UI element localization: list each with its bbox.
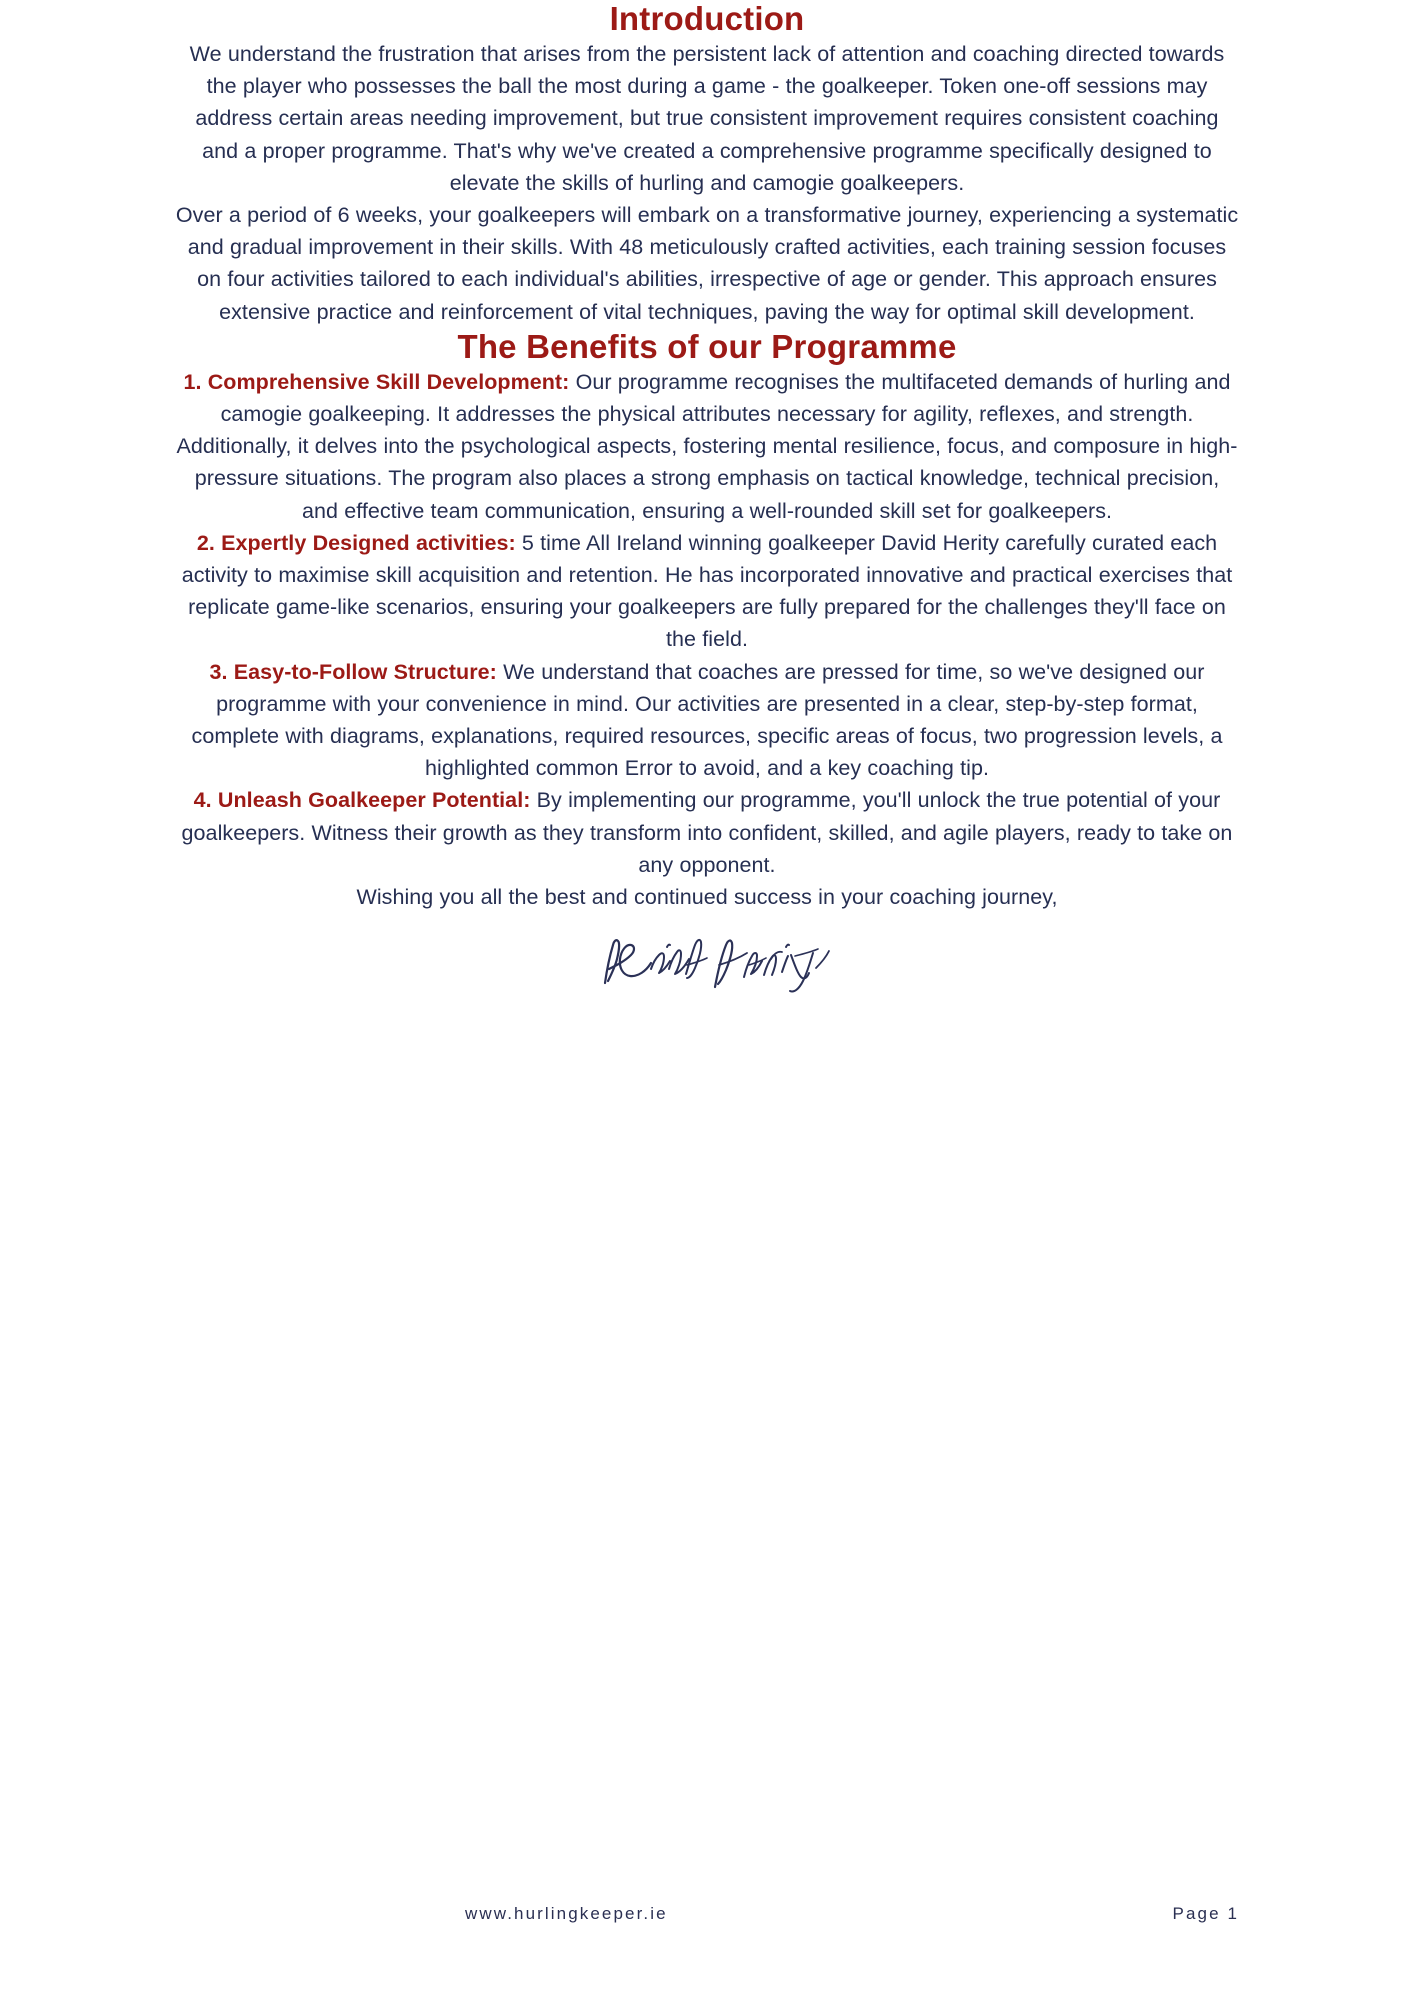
benefit-item-1-lead: 1. Comprehensive Skill Development: (183, 369, 570, 394)
page-footer (0, 1904, 1414, 2000)
benefit-item-2 (175, 527, 1239, 656)
section-title-benefits: The Benefits of our Programme (457, 327, 957, 365)
intro-paragraph-2: Over a period of 6 weeks, your goalkeepers will embark on a transformative journey, experiencing a systematic and gradual improvement in their skills. With 48 meticulously crafted activities, each training session focuses on four activities tailored to each individual's abilities, irrespective of age or gender. This approach ensures extensive practice and reinforcement of vital techniques, paving the way for optimal skill development. (175, 203, 1239, 324)
benefit-item-1-body: Our programme recognises the multifaceted demands of hurling and camogie goalkeeping. It addresses the physical attributes necessary for agility, reflexes, and strength. Additionally, it delves into the psychological aspects, fostering mental resilience, focus, and composure in high-pressure situations. The program also places a strong emphasis on tactical knowledge, technical precision, and effective team communication, ensuring a well-rounded skill set for goalkeepers. (176, 369, 1238, 523)
benefit-item-4 (175, 784, 1239, 881)
signature-block (175, 925, 1239, 1004)
benefit-item-3 (175, 656, 1239, 785)
footer-website-url[interactable]: www.hurlingkeeper.ie (465, 1904, 668, 1923)
benefit-item-1 (175, 366, 1239, 527)
page-title-introduction: Introduction (609, 0, 805, 37)
benefit-item-4-body: By implementing our programme, you'll unlock the true potential of your goalkeepers. Witness their growth as they transform into confident, skilled, and agile players, ready to take on any opponent. (181, 788, 1233, 877)
footer-page-number: Page 1 (1172, 1904, 1239, 1923)
signature-david-herity (597, 925, 837, 999)
benefit-item-3-body: We understand that coaches are pressed for time, so we've designed our programme with your convenience in mind. Our activities are presented in a clear, step-by-step format, complete with diagrams, explanations, required resources, specific areas of focus, two progression levels, a highlighted common Error to avoid, and a key coaching tip. (191, 659, 1223, 781)
benefit-item-3-lead: 3. Easy-to-Follow Structure: (209, 659, 497, 684)
benefit-item-2-body: 5 time All Ireland winning goalkeeper David Herity carefully curated each activity to maximise skill acquisition and retention. He has incorporated innovative and practical exercises that replicate game-like scenarios, ensuring your goalkeepers are fully prepared for the challenges they'll face on the field. (181, 530, 1233, 652)
benefit-item-4-lead: 4. Unleash Goalkeeper Potential: (193, 788, 531, 813)
intro-paragraph-1: We understand the frustration that arises from the persistent lack of attention and coaching directed towards the player who possesses the ball the most during a game - the goalkeeper. Token one-off sessions may address certain areas needing improvement, but true consistent improvement requires consistent coaching and a proper programme. That's why we've created a comprehensive programme specifically designed to elevate the skills of hurling and camogie goalkeepers. (189, 42, 1225, 195)
benefit-item-2-lead: 2. Expertly Designed activities: (196, 530, 516, 555)
closing-salutation: Wishing you all the best and continued success in your coaching journey, (356, 885, 1058, 910)
